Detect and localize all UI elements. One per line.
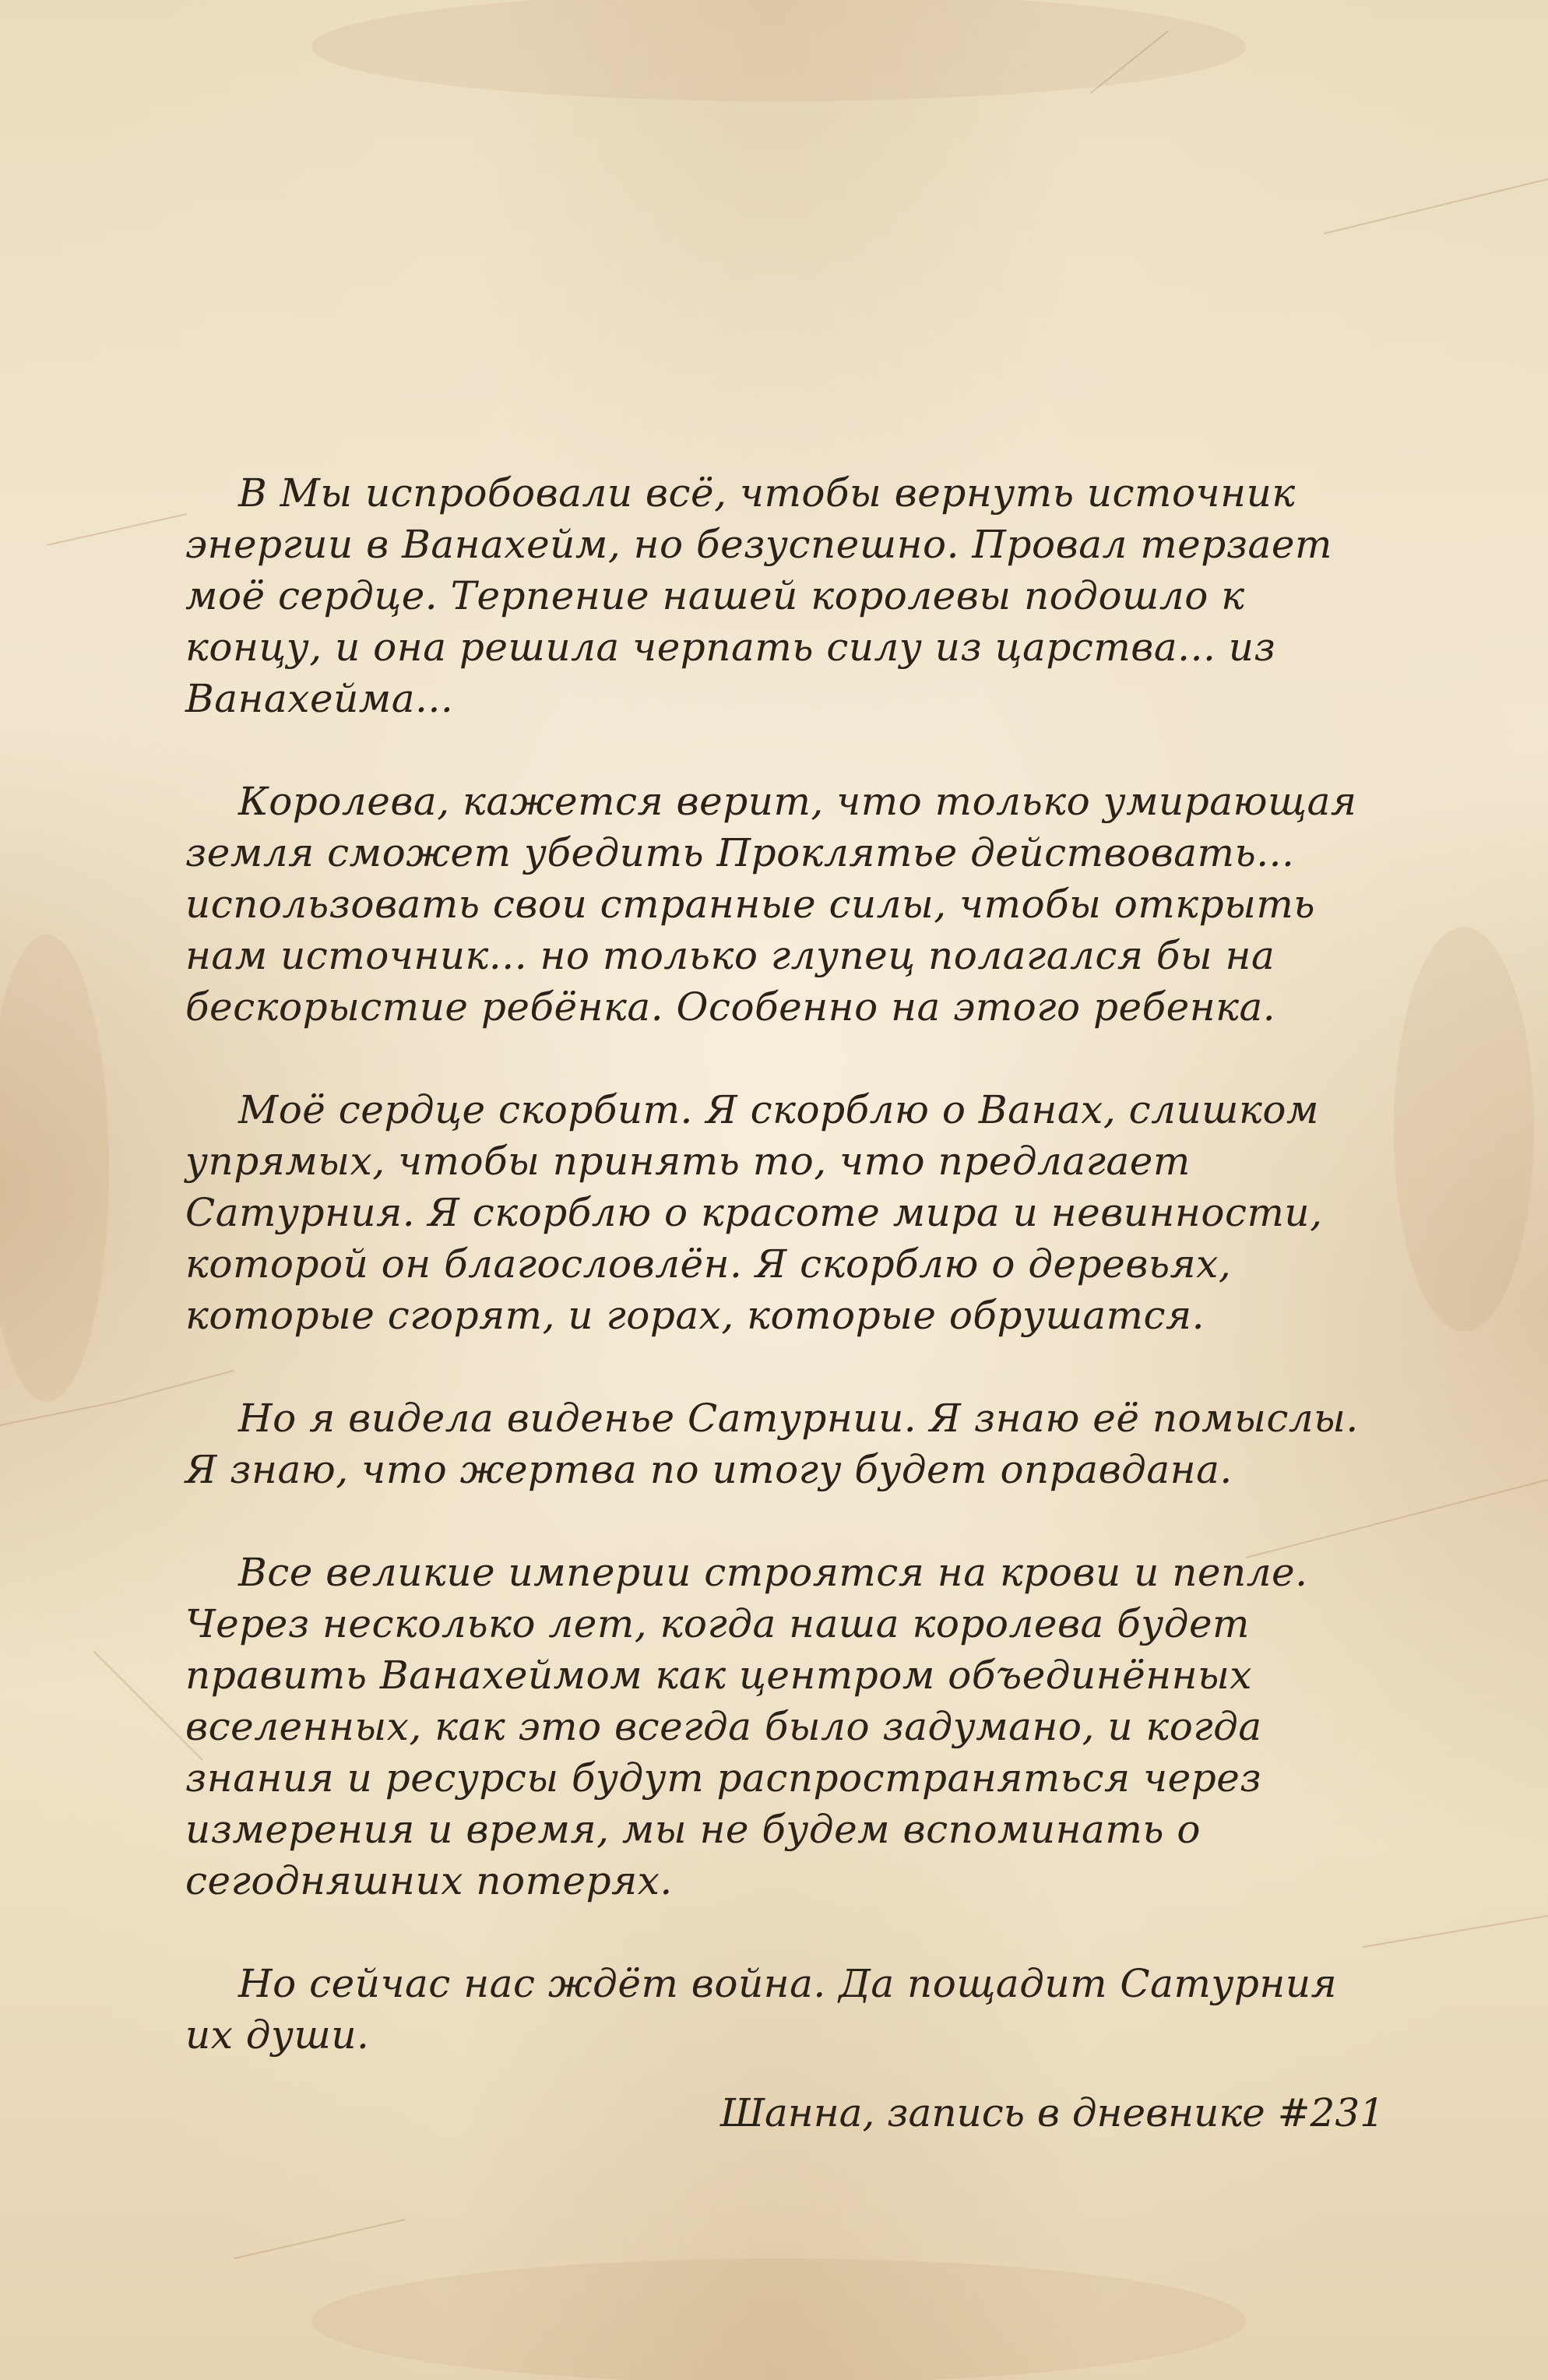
letter-paragraph-4: Но я видела виденье Сатурнии. Я знаю её помыслы. Я знаю, что жертва по итогу будет оправдана. (185, 1396, 1359, 1492)
letter-paragraph-1: В Мы испробовали всё, чтобы вернуть источник энергии в Ванахейм, но безуспешно. Провал терзает моё сердце. Терпение нашей королевы подошло к концу, и она решила черпать силу из царства... из Ванахейма... (185, 470, 1332, 721)
letter-paragraph-5: Все великие империи строятся на крови и пепле. Через несколько лет, когда наша королева будет править Ванахеймом как центром объединённых вселенных, как это всегда было задумано, и когда знания и ресурсы будут распространяться через измерения и время, мы не будем вспоминать о сегодняшних потерях. (185, 1550, 1308, 1903)
letter-paragraph-3: Моё сердце скорбит. Я скорблю о Ванах, слишком упрямых, чтобы принять то, что предлагает Сатурния. Я скорблю о красоте мира и невинности, которой он благословлён. Я скорблю о деревьях, которые сгорят, и горах, которые обрушатся. (185, 1087, 1323, 1338)
diary-letter (185, 467, 1384, 2112)
letter-paragraph-2: Королева, кажется верит, что только умирающая земля сможет убедить Проклятье действовать... использовать свои странные силы, чтобы открыть нам источник... но только глупец полагался бы на бескорыстие ребёнка. Особенно на этого ребенка. (185, 779, 1357, 1030)
diary-signature: Шанна, запись в дневнике #231 (719, 2090, 1384, 2135)
letter-paragraph-6: Но сейчас нас ждёт война. Да пощадит Сатурния их души. (185, 1961, 1338, 2058)
